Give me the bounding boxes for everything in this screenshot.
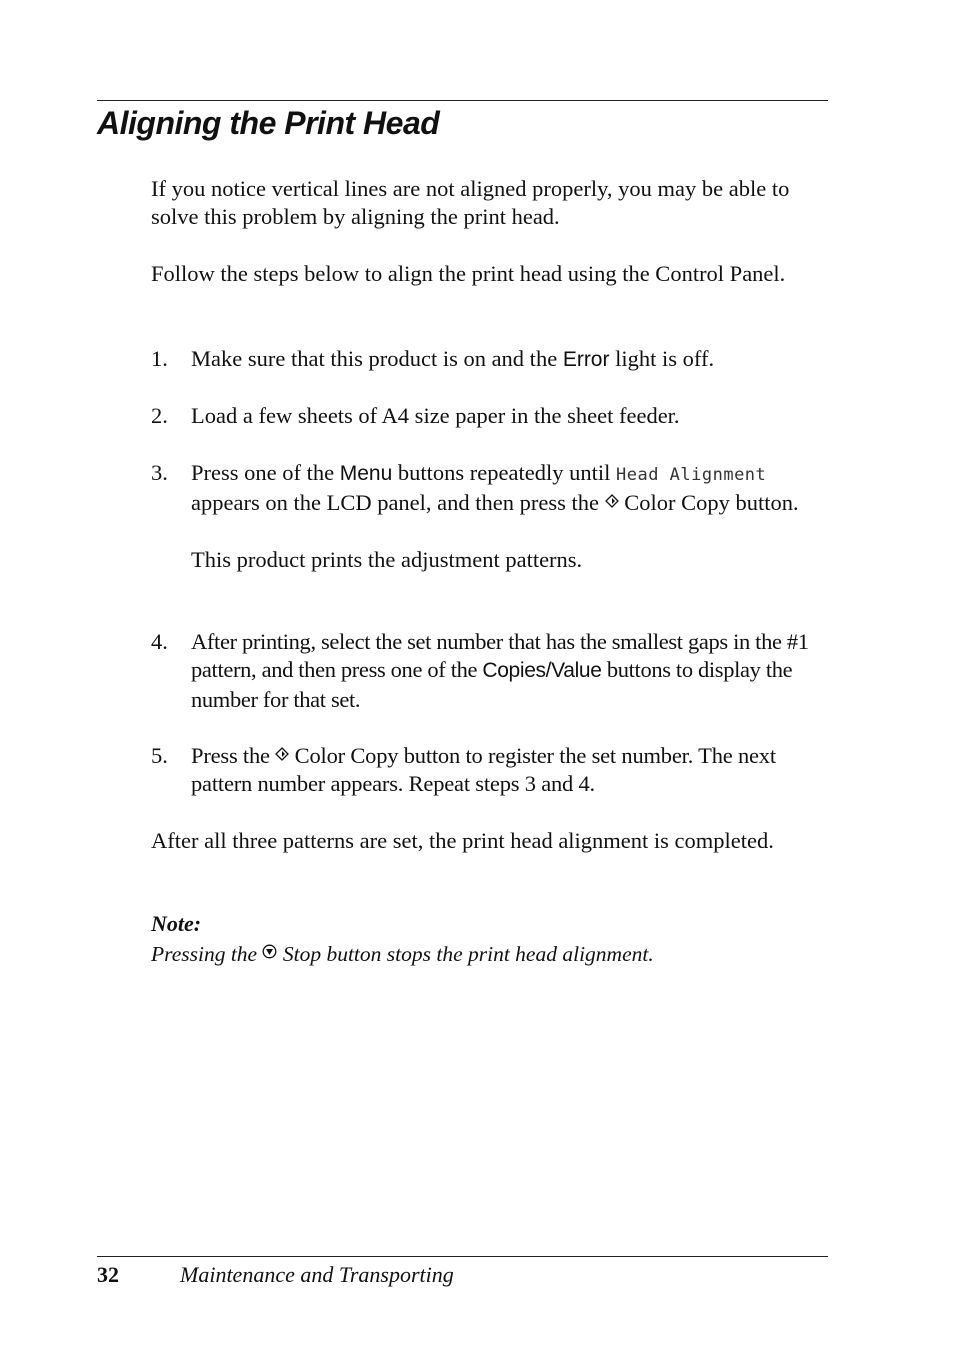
step-number: 1.: [151, 346, 168, 371]
step-number: 2.: [151, 403, 168, 428]
step-2: Load a few sheets of A4 size paper in the sheet feeder.: [191, 403, 680, 428]
page-title: Aligning the Print Head: [97, 105, 440, 141]
color-copy-icon: [605, 489, 619, 517]
step-4: After printing, select the set number that has the smallest gaps in the #1 pattern, and then press one of the Copies/Value buttons to display the number for that set.: [191, 629, 809, 712]
step-3: Press one of the Menu buttons repeatedly until Head Alignment appears on the LCD panel, and then press the Color Copy button. This product prints the adjustment patterns.: [191, 459, 831, 574]
completion-paragraph: After all three patterns are set, the print head alignment is completed.: [151, 828, 774, 853]
section-title: Maintenance and Transporting: [180, 1262, 454, 1287]
color-copy-icon: [275, 742, 289, 770]
step-3-result: This product prints the adjustment patterns.: [191, 546, 583, 572]
stop-icon: [262, 940, 277, 968]
intro-paragraph: If you notice vertical lines are not aligned properly, you may be able to solve this problem by aligning the print head.: [151, 176, 790, 230]
step-5: Press the Color Copy button to register the set number. The next pattern number appears. Repeat steps 3 and 4.: [191, 743, 776, 797]
error-light-label: Error: [562, 348, 610, 371]
copies-value-label: Copies/Value: [482, 659, 602, 683]
instructions-paragraph: Follow the steps below to align the print head using the Control Panel.: [151, 261, 786, 286]
step-number: 3.: [151, 460, 168, 485]
menu-button-label: Menu: [339, 462, 393, 485]
page-number: 32: [97, 1262, 119, 1287]
footer-rule: [97, 1256, 828, 1257]
lcd-text: Head Alignment: [615, 465, 767, 485]
step-number: 4.: [151, 629, 168, 654]
step-1: Make sure that this product is on and the Error light is off.: [191, 346, 715, 371]
note-label: Note:: [151, 911, 202, 936]
step-number: 5.: [151, 743, 168, 768]
note-text: Pressing the Stop button stops the print head alignment.: [151, 942, 654, 966]
